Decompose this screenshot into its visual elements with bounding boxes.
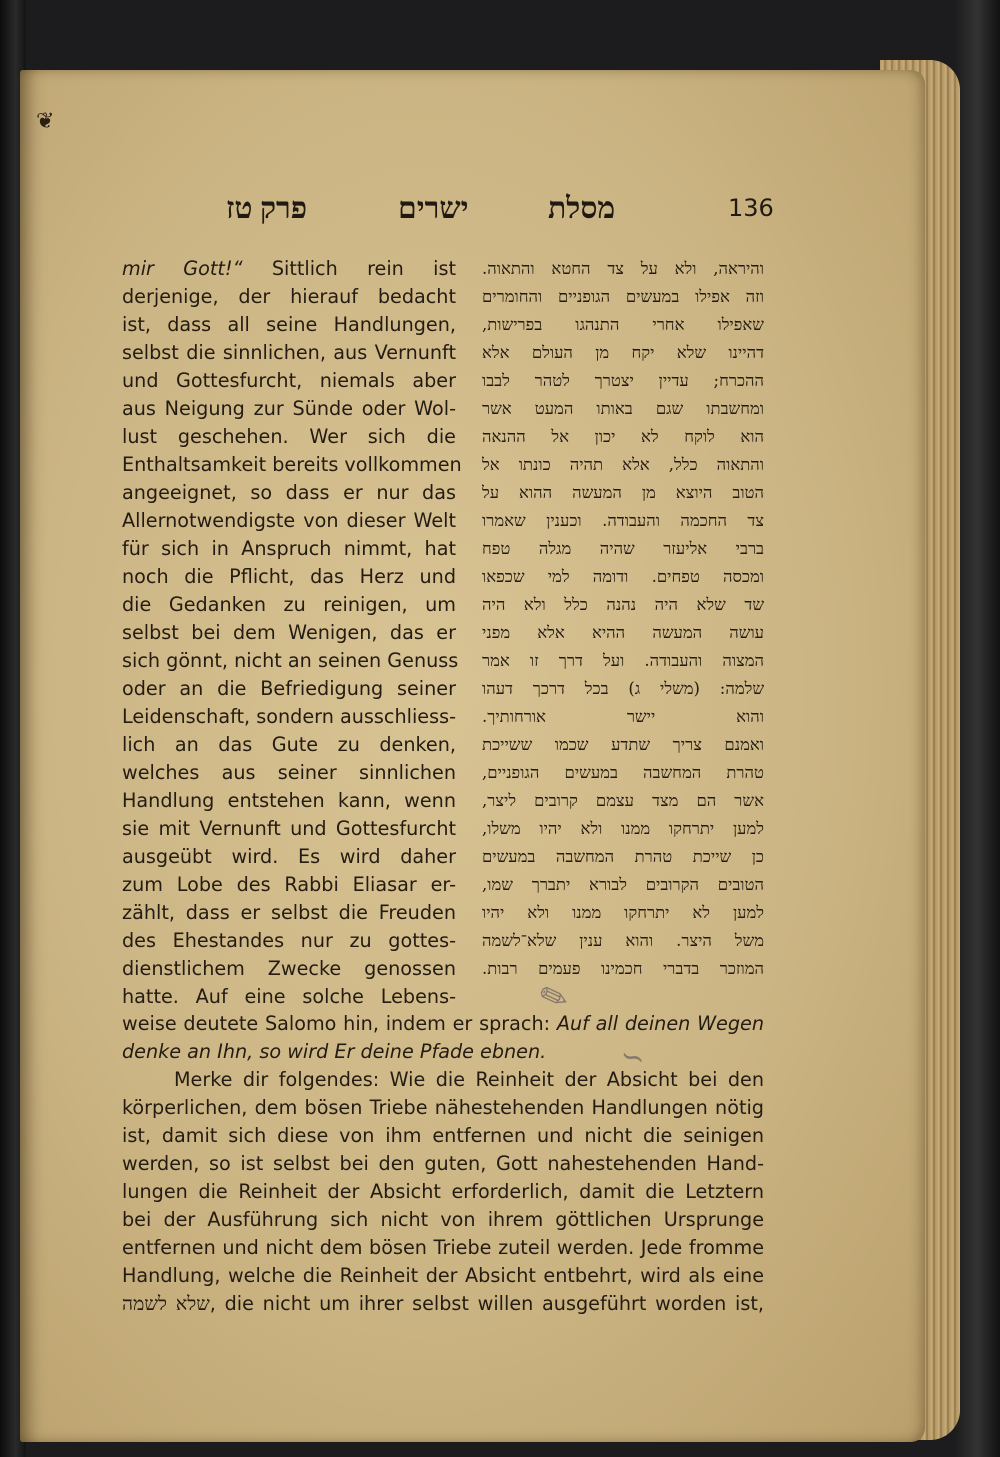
title-yesharim: ישרים bbox=[398, 192, 469, 225]
pencil-doodle-icon: ✎ bbox=[534, 974, 575, 1022]
german-text-line: oder an die Befriedigung seiner bbox=[122, 677, 456, 700]
german-text-line: für sich in Anspruch nimmt, hat bbox=[122, 537, 456, 560]
german-text-line: ist, dass all seine Handlungen, bbox=[122, 313, 456, 336]
german-text-line: lust geschehen. Wer sich die bbox=[122, 425, 456, 448]
hebrew-text-line: הטובים הקרובים לבורא יתברך שמו, bbox=[482, 875, 764, 894]
hebrew-text-line: עושה המעשה ההיא אלא מפני bbox=[482, 623, 764, 642]
hebrew-column bbox=[482, 255, 764, 983]
hebrew-text-line: טהרת המחשבה במעשים הגופניים, bbox=[482, 763, 764, 782]
pencil-doodle-icon: ∽ bbox=[615, 1037, 650, 1078]
hebrew-text-line: והוא יישר אורחותיך. bbox=[482, 707, 764, 726]
hebrew-text-line: שלמה: (משלי ג) בכל דרכך דעהו bbox=[482, 679, 764, 698]
hebrew-text-line: הוא לוקח לא יכון אל ההנאה bbox=[482, 427, 764, 446]
hebrew-text-line: ואמנם צריך שתדע שכמו ששייכת bbox=[482, 735, 764, 754]
german-text-line: noch die Pflicht, das Herz und bbox=[122, 565, 456, 588]
hebrew-text-line: למען יתרחקו ממנו ולא יהיו משלו, bbox=[482, 819, 764, 838]
german-text-line: die Gedanken zu reinigen, um bbox=[122, 593, 456, 616]
hebrew-text-line: אשר הם מצד עצמם קרובים ליצר, bbox=[482, 791, 764, 810]
hebrew-text-line: למען לא יתרחקו ממנו ולא יהיו bbox=[482, 903, 764, 922]
text-line: körperlichen, dem bösen Triebe nähestehenden Handlungen nötig bbox=[122, 1096, 764, 1119]
title-mesilat: מסלת bbox=[548, 192, 616, 225]
hebrew-text-line: שד שלא היה נהנה כלל ולא היה bbox=[482, 595, 764, 614]
text-line: denke an Ihn, so wird Er deine Pfade ebnen. bbox=[122, 1040, 547, 1063]
german-text-line: ausgeübt wird. Es wird daher bbox=[122, 845, 456, 868]
hebrew-text-line: כן שייכת טהרת המחשבה במעשים bbox=[482, 847, 764, 866]
hebrew-text-line: ברבי אליעזר שהיה מגלה טפח bbox=[482, 539, 764, 558]
german-text-line: des Ehestandes nur zu gottes- bbox=[122, 929, 456, 952]
text-line: Merke dir folgendes: Wie die Reinheit der Absicht bei den bbox=[174, 1068, 764, 1091]
hebrew-text-line: שאפילו אחרי התנהגו בפרישות, bbox=[482, 315, 764, 334]
hebrew-text-line: ההכרח; עדיין יצטרך לטהר לבבו bbox=[482, 371, 764, 390]
hebrew-text-line: וזה אפילו במעשים הגופניים והחומרים bbox=[482, 287, 764, 306]
hebrew-text-line: והתאוה כלל, אלא תהיה כונתו אל bbox=[482, 455, 764, 474]
german-text-line: hatte. Auf eine solche Lebens- bbox=[122, 985, 456, 1008]
german-text-line: dienstlichem Zwecke genossen bbox=[122, 957, 456, 980]
hebrew-text-line: הטוב היוצא מן המעשה ההוא על bbox=[482, 483, 764, 502]
text-line: lungen die Reinheit der Absicht erforderlich, damit die Letztern bbox=[122, 1180, 764, 1203]
german-text-line: Handlung entstehen kann, wenn bbox=[122, 789, 456, 812]
hebrew-text-line: המצוה והעבודה. ועל דרך זו אמר bbox=[482, 651, 764, 670]
hebrew-text-line: ומכסה טפחים. ודומה למי שכפאו bbox=[482, 567, 764, 586]
text-line: werden, so ist selbst bei den guten, Gott nahestehenden Hand- bbox=[122, 1152, 764, 1175]
page-header bbox=[226, 192, 774, 236]
german-text-line: selbst bei dem Wenigen, das er bbox=[122, 621, 456, 644]
text-line: weise deutete Salomo hin, indem er sprach: Auf all deinen Wegen bbox=[122, 1012, 764, 1035]
text-line: ist, damit sich diese von ihm entfernen und nicht die seinigen bbox=[122, 1124, 764, 1147]
german-text-line: aus Neigung zur Sünde oder Wol- bbox=[122, 397, 456, 420]
hebrew-text-line: משל היצר. והוא ענין שלא־לשמה bbox=[482, 931, 764, 950]
german-text-line: mir Gott!“ Sittlich rein ist bbox=[122, 257, 457, 280]
german-text-line: und Gottesfurcht, niemals aber bbox=[122, 369, 456, 392]
ornament-icon: ❦ bbox=[36, 108, 55, 133]
german-text-line: sich gönnt, nicht an seinen Genuss bbox=[122, 649, 459, 672]
chapter-title: פרק טז bbox=[226, 192, 308, 225]
full-width-text bbox=[122, 1010, 764, 1318]
hebrew-text-line: דהיינו שלא יקח מן העולם אלא bbox=[482, 343, 764, 362]
hebrew-text-line: צד החכמה והעבודה. וכענין שאמרו bbox=[482, 511, 764, 530]
book-cover-right bbox=[954, 0, 1000, 1457]
text-line: Handlung, welche die Reinheit der Absicht entbehrt, wird als eine bbox=[122, 1264, 764, 1287]
german-text-line: welches aus seiner sinnlichen bbox=[122, 761, 456, 784]
german-column bbox=[122, 255, 462, 1011]
hebrew-text-line: והיראה, ולא על צד החטא והתאוה. bbox=[482, 259, 764, 278]
german-text-line: Leidenschaft, sondern ausschliess- bbox=[122, 705, 456, 728]
german-text-line: angeeignet, so dass er nur das bbox=[122, 481, 456, 504]
text-line: שלא לשמה, die nicht um ihrer selbst willen ausgeführt worden ist, bbox=[122, 1292, 764, 1315]
german-text-line: zählt, dass er selbst die Freuden bbox=[122, 901, 456, 924]
german-text-line: sie mit Vernunft und Gottesfurcht bbox=[122, 817, 456, 840]
german-text-line: selbst die sinnlichen, aus Vernunft bbox=[122, 341, 456, 364]
german-text-line: derjenige, der hierauf bedacht bbox=[122, 285, 456, 308]
text-line: bei der Ausführung sich nicht von ihrem göttlichen Ursprunge bbox=[122, 1208, 764, 1231]
german-text-line: Allernotwendigste von dieser Welt bbox=[122, 509, 456, 532]
page-number: 136 bbox=[728, 194, 774, 222]
german-text-line: Enthaltsamkeit bereits vollkommen bbox=[122, 453, 462, 476]
german-text-line: zum Lobe des Rabbi Eliasar er- bbox=[122, 873, 456, 896]
german-text-line: lich an das Gute zu denken, bbox=[122, 733, 456, 756]
text-line: entfernen und nicht dem bösen Triebe zuteil werden. Jede fromme bbox=[122, 1236, 764, 1259]
hebrew-text-line: ומחשבתו שגם באותו המעט אשר bbox=[482, 399, 764, 418]
hebrew-text-line: המוזכר בדברי חכמינו פעמים רבות. bbox=[482, 959, 764, 978]
